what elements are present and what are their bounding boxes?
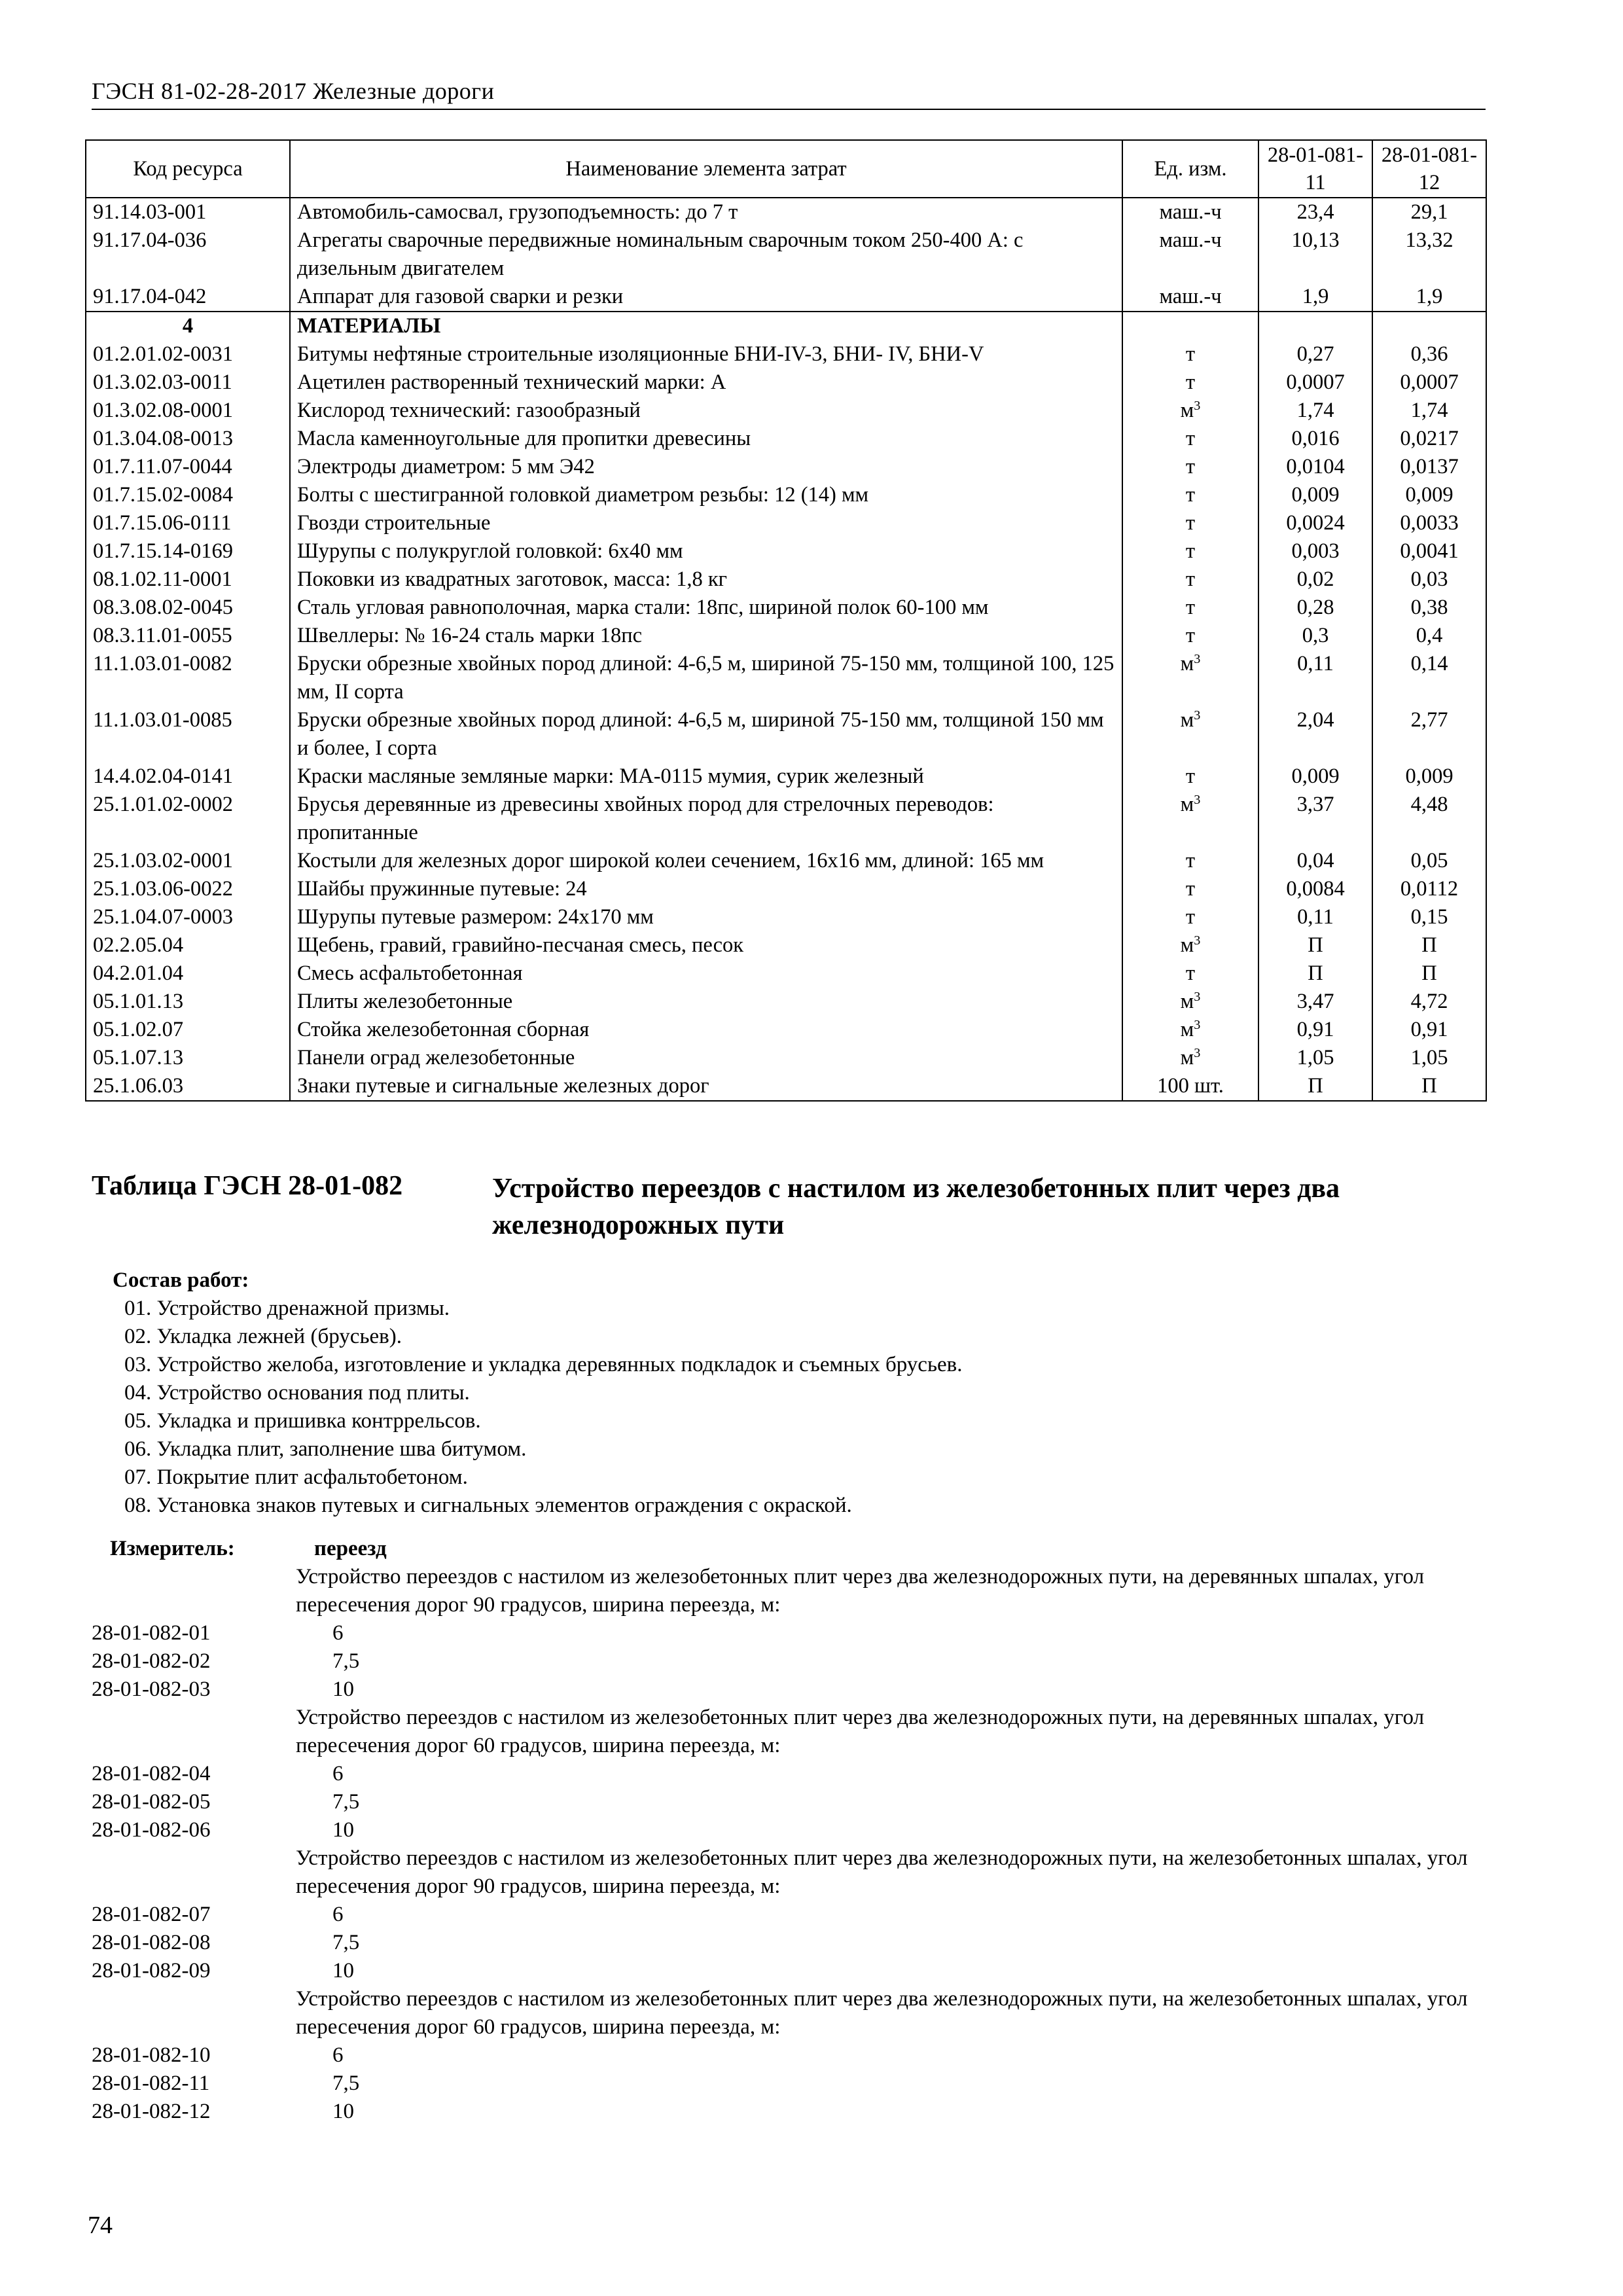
unit-text: т xyxy=(1185,539,1196,563)
resource-name: Поковки из квадратных заготовок, масса: 1,8 кг xyxy=(290,565,1122,594)
resource-name: Шурупы с полукруглой головкой: 6х40 мм xyxy=(290,537,1122,565)
meter-item-row xyxy=(92,1929,1486,1957)
resource-unit xyxy=(1122,425,1258,453)
meter-spacer xyxy=(92,1563,296,1619)
meter-item-row xyxy=(92,2041,1486,2070)
resource-code: 05.1.07.13 xyxy=(86,1044,290,1072)
unit-text: м xyxy=(1180,399,1194,422)
norm-code: 28-01-082-07 xyxy=(92,1903,211,1926)
value-081-11: 0,0104 xyxy=(1258,453,1372,481)
resource-unit xyxy=(1122,226,1258,283)
resource-unit xyxy=(1122,1044,1258,1072)
resource-name: Кислород технический: газообразный xyxy=(290,397,1122,425)
meter-item-row xyxy=(92,1816,1486,1844)
meter-unit: переезд xyxy=(314,1537,387,1560)
unit-superscript: 3 xyxy=(1194,651,1201,666)
resource-name: Швеллеры: № 16-24 сталь марки 18пс xyxy=(290,622,1122,650)
value-081-12: 4,72 xyxy=(1372,988,1486,1016)
resource-code: 25.1.04.07-0003 xyxy=(86,903,290,931)
meter-item-row xyxy=(92,1901,1486,1929)
meter-group-description: Устройство переездов с настилом из железобетонных плит через два железнодорожных пути, на железобетонных шпалах, угол пересечения дорог 90 градусов, ширина переезда, м: xyxy=(296,1846,1468,1898)
table-row xyxy=(86,1016,1486,1044)
norm-code: 28-01-082-03 xyxy=(92,1677,211,1701)
value-081-11: 3,37 xyxy=(1258,791,1372,847)
value-081-11: 0,003 xyxy=(1258,537,1372,565)
resource-name: Смесь асфальтобетонная xyxy=(290,960,1122,988)
value-081-11: 23,4 xyxy=(1258,198,1372,226)
header-col1: 28-01-081-11 xyxy=(1258,140,1372,198)
table-row xyxy=(86,283,1486,312)
value-081-12: 1,9 xyxy=(1372,283,1486,312)
resource-unit xyxy=(1122,988,1258,1016)
table-row xyxy=(86,960,1486,988)
resource-code: 01.7.11.07-0044 xyxy=(86,453,290,481)
resource-unit xyxy=(1122,650,1258,706)
value-081-11: 3,47 xyxy=(1258,988,1372,1016)
page-number: 74 xyxy=(88,2212,113,2239)
value-081-11 xyxy=(1258,312,1372,340)
resource-unit xyxy=(1122,791,1258,847)
resource-name: Электроды диаметром: 5 мм Э42 xyxy=(290,453,1122,481)
norm-width-value: 6 xyxy=(332,2043,344,2067)
value-081-12: 0,38 xyxy=(1372,594,1486,622)
unit-text: маш.-ч xyxy=(1159,285,1222,308)
value-081-12: П xyxy=(1372,960,1486,988)
resource-unit xyxy=(1122,762,1258,791)
unit-text: т xyxy=(1185,511,1196,535)
value-081-11: 0,11 xyxy=(1258,650,1372,706)
resource-unit xyxy=(1122,622,1258,650)
resource-code: 14.4.02.04-0141 xyxy=(86,762,290,791)
resource-name: Шайбы пружинные путевые: 24 xyxy=(290,875,1122,903)
value-081-12: 0,0137 xyxy=(1372,453,1486,481)
table-row xyxy=(86,509,1486,537)
unit-text: маш.-ч xyxy=(1159,200,1222,224)
meter-spacer xyxy=(92,1985,296,2041)
value-081-11: 0,04 xyxy=(1258,847,1372,875)
header-code: Код ресурса xyxy=(86,140,290,198)
resource-name: Бруски обрезные хвойных пород длиной: 4-6,5 м, шириной 75-150 мм, толщиной 150 мм и более, I сорта xyxy=(290,706,1122,762)
meter-group-description-row xyxy=(92,1844,1486,1901)
resource-unit xyxy=(1122,931,1258,960)
value-081-12: 0,4 xyxy=(1372,622,1486,650)
value-081-12: 1,05 xyxy=(1372,1044,1486,1072)
unit-superscript: 3 xyxy=(1194,1017,1201,1032)
meter-label: Измеритель: xyxy=(110,1537,235,1560)
work-item: 08. Установка знаков путевых и сигнальных элементов ограждения с окраской. xyxy=(124,1494,852,1517)
resource-code: 02.2.05.04 xyxy=(86,931,290,960)
value-081-11: 0,009 xyxy=(1258,762,1372,791)
table-row xyxy=(86,425,1486,453)
resource-code: 91.17.04-036 xyxy=(86,226,290,283)
meter-group-description: Устройство переездов с настилом из железобетонных плит через два железнодорожных пути, на деревянных шпалах, угол пересечения дорог 90 градусов, ширина переезда, м: xyxy=(296,1565,1425,1617)
meter-spacer xyxy=(92,1704,296,1760)
unit-superscript: 3 xyxy=(1194,708,1201,723)
meter-item-row xyxy=(92,1676,1486,1704)
norm-width-value: 6 xyxy=(332,1903,344,1926)
table-row xyxy=(86,988,1486,1016)
unit-text: т xyxy=(1185,427,1196,450)
value-081-12: 0,0007 xyxy=(1372,368,1486,397)
resource-code: 25.1.03.06-0022 xyxy=(86,875,290,903)
meter-header-row xyxy=(92,1535,1486,1563)
resource-unit xyxy=(1122,594,1258,622)
table-row xyxy=(86,397,1486,425)
resource-name: Сталь угловая равнополочная, марка стали: 18пс, шириной полок 60-100 мм xyxy=(290,594,1122,622)
norm-width-value: 7,5 xyxy=(332,1649,360,1673)
table-row xyxy=(86,594,1486,622)
resource-unit xyxy=(1122,1016,1258,1044)
work-item: 04. Устройство основания под плиты. xyxy=(124,1381,470,1405)
resource-unit xyxy=(1122,875,1258,903)
value-081-12: 0,15 xyxy=(1372,903,1486,931)
table-row xyxy=(86,1044,1486,1072)
resource-name: Болты с шестигранной головкой диаметром резьбы: 12 (14) мм xyxy=(290,481,1122,509)
resource-code: 01.7.15.14-0169 xyxy=(86,537,290,565)
resource-unit xyxy=(1122,1072,1258,1101)
norm-code: 28-01-082-01 xyxy=(92,1621,211,1645)
table-row xyxy=(86,650,1486,706)
work-item: 05. Укладка и пришивка контррельсов. xyxy=(124,1409,481,1433)
value-081-12: 1,74 xyxy=(1372,397,1486,425)
resource-name: Стойка железобетонная сборная xyxy=(290,1016,1122,1044)
unit-superscript: 3 xyxy=(1194,989,1201,1004)
unit-text: т xyxy=(1185,961,1196,985)
value-081-11: 10,13 xyxy=(1258,226,1372,283)
unit-text: т xyxy=(1185,370,1196,394)
header-unit: Ед. изм. xyxy=(1122,140,1258,198)
resource-table-header xyxy=(86,140,1486,198)
norm-width-value: 6 xyxy=(332,1762,344,1785)
resource-name: Щебень, гравий, гравийно-песчаная смесь, песок xyxy=(290,931,1122,960)
unit-text: т xyxy=(1185,567,1196,591)
table-row xyxy=(86,875,1486,903)
norm-width-value: 7,5 xyxy=(332,1931,360,1954)
table-row xyxy=(86,565,1486,594)
value-081-12: 0,009 xyxy=(1372,481,1486,509)
unit-text: т xyxy=(1185,342,1196,366)
table-row xyxy=(86,340,1486,368)
resource-code: 01.3.04.08-0013 xyxy=(86,425,290,453)
table-row xyxy=(86,791,1486,847)
norm-width-value: 10 xyxy=(332,1959,354,1982)
resource-code: 08.3.11.01-0055 xyxy=(86,622,290,650)
work-item: 03. Устройство желоба, изготовление и укладка деревянных подкладок и съемных брусьев. xyxy=(124,1353,963,1376)
resource-unit xyxy=(1122,340,1258,368)
resource-name: Ацетилен растворенный технический марки: А xyxy=(290,368,1122,397)
value-081-11: 0,11 xyxy=(1258,903,1372,931)
work-item: 07. Покрытие плит асфальтобетоном. xyxy=(124,1465,468,1489)
header-name: Наименование элемента затрат xyxy=(290,140,1122,198)
value-081-11: 0,0024 xyxy=(1258,509,1372,537)
resource-name: Краски масляные земляные марки: МА-0115 мумия, сурик железный xyxy=(290,762,1122,791)
value-081-12: 0,0033 xyxy=(1372,509,1486,537)
norm-width-value: 6 xyxy=(332,1621,344,1645)
meter-item-row xyxy=(92,2098,1486,2126)
table-row xyxy=(86,931,1486,960)
meter-item-row xyxy=(92,2070,1486,2098)
unit-text: т xyxy=(1185,596,1196,619)
resource-unit xyxy=(1122,847,1258,875)
norm-code: 28-01-082-08 xyxy=(92,1931,211,1954)
norm-code: 28-01-082-05 xyxy=(92,1790,211,1814)
norm-width-value: 10 xyxy=(332,1677,354,1701)
unit-text: 100 шт. xyxy=(1157,1074,1224,1098)
resource-unit xyxy=(1122,453,1258,481)
resource-unit xyxy=(1122,903,1258,931)
work-item: 06. Укладка плит, заполнение шва битумом. xyxy=(124,1437,527,1461)
unit-superscript: 3 xyxy=(1194,933,1201,948)
resource-name: Бруски обрезные хвойных пород длиной: 4-6,5 м, шириной 75-150 мм, толщиной 100, 125 мм, II сорта xyxy=(290,650,1122,706)
resource-name: Плиты железобетонные xyxy=(290,988,1122,1016)
norm-width-value: 10 xyxy=(332,1818,354,1842)
value-081-12: 0,0112 xyxy=(1372,875,1486,903)
unit-text: м xyxy=(1180,1046,1194,1069)
value-081-12: 0,14 xyxy=(1372,650,1486,706)
norm-code: 28-01-082-06 xyxy=(92,1818,211,1842)
works-section xyxy=(113,1266,962,1520)
value-081-11: П xyxy=(1258,931,1372,960)
resource-name: Масла каменноугольные для пропитки древесины xyxy=(290,425,1122,453)
meter-item-row xyxy=(92,1647,1486,1676)
value-081-11: 0,009 xyxy=(1258,481,1372,509)
unit-superscript: 3 xyxy=(1194,1045,1201,1060)
table-row xyxy=(86,622,1486,650)
table-row xyxy=(86,226,1486,283)
value-081-12: 0,91 xyxy=(1372,1016,1486,1044)
value-081-11: 0,016 xyxy=(1258,425,1372,453)
value-081-11: 0,3 xyxy=(1258,622,1372,650)
value-081-12: 0,0217 xyxy=(1372,425,1486,453)
resource-code: 91.17.04-042 xyxy=(86,283,290,312)
resource-unit xyxy=(1122,960,1258,988)
header-col2: 28-01-081-12 xyxy=(1372,140,1486,198)
resource-code: 04.2.01.04 xyxy=(86,960,290,988)
unit-text: м xyxy=(1180,990,1194,1013)
unit-text: маш.-ч xyxy=(1159,228,1222,252)
resource-code: 25.1.03.02-0001 xyxy=(86,847,290,875)
resource-code: 05.1.01.13 xyxy=(86,988,290,1016)
section-row xyxy=(86,312,1486,340)
norm-code: 28-01-082-02 xyxy=(92,1649,211,1673)
unit-superscript: 3 xyxy=(1194,398,1201,413)
value-081-11: 0,02 xyxy=(1258,565,1372,594)
unit-text: т xyxy=(1185,849,1196,872)
works-list xyxy=(113,1295,962,1520)
norm-code: 28-01-082-12 xyxy=(92,2100,211,2123)
resource-code: 08.1.02.11-0001 xyxy=(86,565,290,594)
unit-text: м xyxy=(1180,1018,1194,1041)
resource-unit xyxy=(1122,198,1258,226)
value-081-12 xyxy=(1372,312,1486,340)
resource-unit xyxy=(1122,397,1258,425)
table-row xyxy=(86,453,1486,481)
value-081-11: П xyxy=(1258,1072,1372,1101)
resource-name: Гвозди строительные xyxy=(290,509,1122,537)
resource-unit xyxy=(1122,312,1258,340)
resource-unit xyxy=(1122,537,1258,565)
table-row xyxy=(86,903,1486,931)
meter-spacer xyxy=(92,1844,296,1901)
value-081-12: 4,48 xyxy=(1372,791,1486,847)
table-row xyxy=(86,198,1486,226)
unit-text: т xyxy=(1185,624,1196,647)
value-081-12: 2,77 xyxy=(1372,706,1486,762)
value-081-11: 0,28 xyxy=(1258,594,1372,622)
resource-unit xyxy=(1122,368,1258,397)
unit-text: т xyxy=(1185,905,1196,929)
table-row xyxy=(86,762,1486,791)
norm-width-value: 7,5 xyxy=(332,2072,360,2095)
norm-code: 28-01-082-04 xyxy=(92,1762,211,1785)
value-081-11: 1,9 xyxy=(1258,283,1372,312)
norm-width-value: 10 xyxy=(332,2100,354,2123)
unit-text: т xyxy=(1185,764,1196,788)
meter-item-row xyxy=(92,1619,1486,1647)
table-row xyxy=(86,706,1486,762)
meter-item-row xyxy=(92,1957,1486,1985)
resource-name: Битумы нефтяные строительные изоляционные БНИ-IV-3, БНИ- IV, БНИ-V xyxy=(290,340,1122,368)
value-081-11: 0,91 xyxy=(1258,1016,1372,1044)
value-081-11: 0,0007 xyxy=(1258,368,1372,397)
norm-code: 28-01-082-11 xyxy=(92,2072,210,2095)
value-081-12: 29,1 xyxy=(1372,198,1486,226)
norm-code: 28-01-082-10 xyxy=(92,2043,211,2067)
unit-text: т xyxy=(1185,483,1196,507)
resource-name: Костыли для железных дорог широкой колеи сечением, 16х16 мм, длиной: 165 мм xyxy=(290,847,1122,875)
resource-unit xyxy=(1122,706,1258,762)
running-header: ГЭСН 81-02-28-2017 Железные дороги xyxy=(92,78,495,104)
resource-code: 11.1.03.01-0082 xyxy=(86,650,290,706)
unit-text: т xyxy=(1185,455,1196,478)
resource-code: 01.2.01.02-0031 xyxy=(86,340,290,368)
value-081-11: 1,74 xyxy=(1258,397,1372,425)
unit-text: т xyxy=(1185,877,1196,901)
table-title-text: Устройство переездов с настилом из железобетонных плит через два железнодорожных пути xyxy=(492,1174,1340,1240)
unit-text: м xyxy=(1180,933,1194,957)
value-081-12: 13,32 xyxy=(1372,226,1486,283)
norm-width-value: 7,5 xyxy=(332,1790,360,1814)
meter-section xyxy=(92,1535,1486,2126)
resource-code: 01.3.02.03-0011 xyxy=(86,368,290,397)
table-row xyxy=(86,368,1486,397)
resource-name: Агрегаты сварочные передвижные номинальным сварочным током 250-400 А: с дизельным двигателем xyxy=(290,226,1122,283)
value-081-12: 0,36 xyxy=(1372,340,1486,368)
value-081-12: 0,0041 xyxy=(1372,537,1486,565)
value-081-11: 2,04 xyxy=(1258,706,1372,762)
table-row xyxy=(86,481,1486,509)
unit-superscript: 3 xyxy=(1194,792,1201,807)
value-081-12: 0,05 xyxy=(1372,847,1486,875)
value-081-12: П xyxy=(1372,1072,1486,1101)
work-item: 02. Укладка лежней (брусьев). xyxy=(124,1325,402,1348)
header-rule xyxy=(92,109,1486,110)
value-081-11: 0,27 xyxy=(1258,340,1372,368)
meter-item-row xyxy=(92,1788,1486,1816)
resource-name: Панели оград железобетонные xyxy=(290,1044,1122,1072)
meter-group-description-row xyxy=(92,1985,1486,2041)
resource-code: 91.14.03-001 xyxy=(86,198,290,226)
unit-text: м xyxy=(1180,793,1194,816)
resource-name: Брусья деревянные из древесины хвойных пород для стрелочных переводов: пропитанные xyxy=(290,791,1122,847)
value-081-12: П xyxy=(1372,931,1486,960)
resource-name: Аппарат для газовой сварки и резки xyxy=(290,283,1122,312)
value-081-11: 1,05 xyxy=(1258,1044,1372,1072)
resource-code: 25.1.01.02-0002 xyxy=(86,791,290,847)
resource-unit xyxy=(1122,283,1258,312)
resource-name: Автомобиль-самосвал, грузоподъемность: до 7 т xyxy=(290,198,1122,226)
resource-table xyxy=(85,139,1487,1102)
work-item: 01. Устройство дренажной призмы. xyxy=(124,1297,450,1320)
meter-group-description-row xyxy=(92,1563,1486,1619)
works-title: Состав работ: xyxy=(113,1268,249,1292)
resource-name: Шурупы путевые размером: 24х170 мм xyxy=(290,903,1122,931)
unit-text: м xyxy=(1180,652,1194,675)
resource-code: 25.1.06.03 xyxy=(86,1072,290,1101)
meter-group-description: Устройство переездов с настилом из железобетонных плит через два железнодорожных пути, на деревянных шпалах, угол пересечения дорог 60 градусов, ширина переезда, м: xyxy=(296,1706,1425,1757)
resource-code: 08.3.08.02-0045 xyxy=(86,594,290,622)
table-row xyxy=(86,847,1486,875)
resource-code: 4 xyxy=(86,312,290,340)
resource-unit xyxy=(1122,509,1258,537)
resource-code: 01.7.15.02-0084 xyxy=(86,481,290,509)
resource-unit xyxy=(1122,565,1258,594)
table-title-label: Таблица ГЭСН 28-01-082 xyxy=(92,1171,403,1201)
resource-name: МАТЕРИАЛЫ xyxy=(290,312,1122,340)
norm-code: 28-01-082-09 xyxy=(92,1959,211,1982)
meter-group-description-row xyxy=(92,1704,1486,1760)
meter-group-description: Устройство переездов с настилом из железобетонных плит через два железнодорожных пути, на железобетонных шпалах, угол пересечения дорог 60 градусов, ширина переезда, м: xyxy=(296,1987,1468,2039)
meter-item-row xyxy=(92,1760,1486,1788)
table-row xyxy=(86,537,1486,565)
resource-code: 01.3.02.08-0001 xyxy=(86,397,290,425)
value-081-11: П xyxy=(1258,960,1372,988)
value-081-12: 0,03 xyxy=(1372,565,1486,594)
resource-name: Знаки путевые и сигнальные железных дорог xyxy=(290,1072,1122,1101)
value-081-11: 0,0084 xyxy=(1258,875,1372,903)
resource-code: 05.1.02.07 xyxy=(86,1016,290,1044)
resource-code: 11.1.03.01-0085 xyxy=(86,706,290,762)
resource-code: 01.7.15.06-0111 xyxy=(86,509,290,537)
unit-text: м xyxy=(1180,708,1194,732)
resource-table-body xyxy=(86,198,1486,1101)
table-row xyxy=(86,1072,1486,1101)
resource-unit xyxy=(1122,481,1258,509)
value-081-12: 0,009 xyxy=(1372,762,1486,791)
